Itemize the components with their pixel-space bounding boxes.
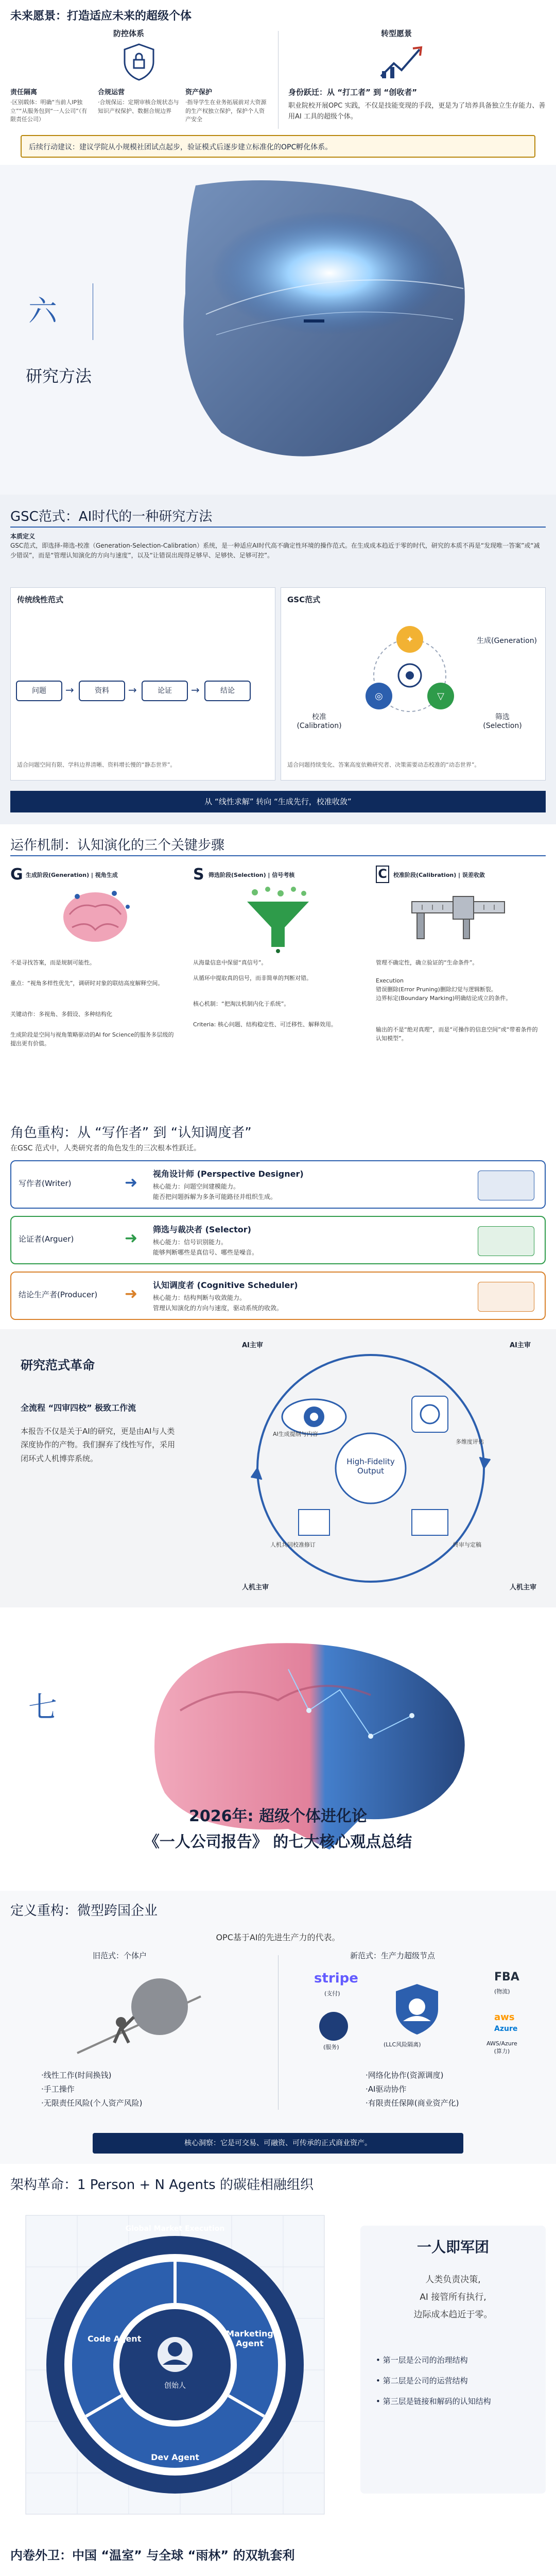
- role-card: [10, 1272, 546, 1320]
- s-title: 筛选阶段(Selection) | 信号考核: [208, 872, 295, 878]
- gsc-title: GSC范式：AI时代的一种研究方法: [10, 509, 213, 524]
- role-card: [10, 1160, 546, 1209]
- arrow-icon: →: [191, 684, 200, 696]
- svg-text:◎: ◎: [375, 691, 383, 702]
- arrow-icon: →: [128, 684, 137, 696]
- role-card: [10, 1216, 546, 1264]
- section-architecture: [0, 2164, 556, 2535]
- linear-note: 适合问题空间有限、学科边界清晰、资料增长慢的“静态世界”。: [17, 761, 176, 768]
- old-items: [41, 2069, 237, 2110]
- ring-agent-1: Code Agent: [88, 2334, 142, 2344]
- gsc-panel: [281, 587, 546, 781]
- chapter-title: 研究方法: [26, 366, 92, 386]
- llc-label: (LLC风险隔离): [384, 2041, 421, 2048]
- g-column: [10, 866, 180, 1103]
- quadrant-label-4: 人机主审: [510, 1584, 537, 1591]
- gsc-gen-label: 生成(Generation): [477, 637, 537, 645]
- s-text-2: 从循环中提取真的信号，而非简单的判断对错。: [193, 975, 312, 981]
- layer-2-text: 第二层是公司的运营结构: [383, 2376, 468, 2385]
- ring-agent-2: Marketing Agent: [226, 2329, 273, 2348]
- g-text-3: 关键动作：多视角、多假设、多种结构化: [10, 1011, 112, 1018]
- col-responsibility: [10, 87, 93, 124]
- defense-title: 防控体系: [113, 29, 145, 38]
- caliper-icon: [407, 886, 510, 948]
- role-new-title: 认知调度者 (Cognitive Scheduler): [153, 1280, 298, 1290]
- s-letter: S: [193, 866, 204, 884]
- action-text: 后续行动建议：建议学院从小规模社团试点起步，验证模式后逐步建立标准化的OPC孵化体系。: [29, 143, 333, 151]
- g-letter: G: [10, 866, 23, 884]
- new-paradigm: [288, 1950, 546, 2125]
- s-text-4: Criteria: 核心问题、结构稳定性、可迁移性、解释效用。: [193, 1021, 337, 1028]
- micro-title: 定义重构：微型跨国企业: [10, 1903, 158, 1919]
- chapter-seven-title-1: 2026年: 超级个体进化论: [189, 1807, 367, 1825]
- c-text-2: Execution 错误删除(Error Pruning)删除幻觉与逻辑断裂。 边界标定(Boundary Marking)明确结论成立的条件。: [376, 977, 512, 1002]
- ring-core-label: 创始人: [164, 2382, 186, 2390]
- micro-divider: [278, 1955, 279, 2110]
- quadrant-text-4: 终审与定稿: [453, 1541, 481, 1548]
- old-title: 旧范式：个体户: [93, 1951, 147, 1960]
- layer-3-text: 第三层是链接和解码的认知结构: [383, 2397, 491, 2406]
- chapter-numeral: 六: [28, 295, 57, 328]
- revolution-body: 本报告不仅是关于AI的研究，更是由AI与人类深度协作的产物。我们摒弃了线性写作，采用闭环式人机博弈系统。: [21, 1427, 176, 1463]
- roles-subtitle: 在GSC 范式中，人类研究者的角色发生的三次根本性跃迁。: [10, 1144, 201, 1153]
- g-text-4: 生成阶段是空间与视角策略驱动的AI for Science的服务多层级的提出更有价值。: [10, 1031, 174, 1047]
- micro-core-text: 核心洞察：它是可交易、可融资、可传承的正式商业资产。: [184, 2139, 372, 2147]
- linear-panel: [10, 587, 275, 781]
- c-column: [376, 866, 546, 1103]
- quadrant-label-1: AI主审: [242, 1342, 263, 1349]
- svg-text:▽: ▽: [437, 691, 444, 702]
- role-icon: [478, 1226, 534, 1256]
- gsc-banner: [10, 791, 546, 812]
- roles-title: 角色重构：从 “写作者” 到 “认知调度者”: [10, 1125, 252, 1141]
- action-callout: [21, 135, 535, 158]
- section-dual-track: [0, 2535, 556, 2576]
- section-title: 未来愿景：打造适应未来的超级个体: [10, 10, 192, 23]
- transform-heading: 身份跃迁：从 “打工者” 到 “创收者”: [288, 88, 418, 97]
- chapter-six-cover: [0, 165, 556, 495]
- fba-logo: FBA: [494, 1971, 519, 1984]
- role-new-title: 视角设计师 (Perspective Designer): [153, 1169, 304, 1179]
- section-micro-multinational: [0, 1891, 556, 2164]
- section-paradigm-revolution: [0, 1329, 556, 1607]
- col3-title: 资产保护: [185, 89, 213, 96]
- transform-text: 职业院校开展OPC 实践，不仅是技能变现的手段，更是为了培养具备独立生存能力、善用AI 工具的超级个体。: [288, 102, 546, 121]
- new-items: [366, 2069, 530, 2110]
- col-compliance: [98, 87, 180, 115]
- architecture-ring-diagram: [15, 2205, 335, 2524]
- arrow-icon: ➜: [125, 1229, 138, 1247]
- col-assets: [185, 87, 268, 124]
- col1-title: 责任隔离: [10, 89, 38, 96]
- mechanism-title: 运作机制：认知演化的三个关键步骤: [10, 838, 225, 853]
- side-line-1: 人类负责决策,: [425, 2275, 481, 2285]
- gsc-intro: GSC范式，即选择-筛选-校准（Generation-Selection-Calibration）系统，是一种适应AI时代高不确定性环境的操作范式。在生成成本趋近于零的时代，研究的本质不再是“发现唯一答案”或“减少错误”，而是“管理认知演化的方向与速度”，以及“让错误出现得足够早、足够快、足够可控”。: [10, 542, 540, 559]
- gsc-banner-text: 从 “线性求解” 转向 “生成先行，校准收敛”: [204, 797, 352, 806]
- gsc-cycle-diagram: [353, 619, 466, 732]
- compute-label: AWS/Azure (算力): [486, 2040, 517, 2055]
- section-gsc: [0, 495, 556, 824]
- mechanism-rule: [10, 855, 546, 856]
- dual-title: 内卷外卫：中国 “温室” 与全球 “雨林” 的双轨套利: [10, 2548, 295, 2563]
- ring-outer-label: Global Market Execution: [125, 2225, 225, 2233]
- layer-1: • 第一层是公司的治理结构: [376, 2355, 468, 2365]
- llc-shield-icon: [389, 1981, 445, 2038]
- growth-arrow-icon: [376, 40, 427, 81]
- col3-text: ·指导学生在业务拓展前对大资源的生产权独立保护，保护个人资产安全: [185, 99, 267, 123]
- transform-panel: [288, 26, 546, 131]
- new-item: ·AI驱动协作: [366, 2084, 407, 2094]
- chapter-seven-title-2: 《一人公司报告》 的七大核心观点总结: [144, 1833, 412, 1851]
- role-new-title: 筛选与裁决者 (Selector): [153, 1225, 251, 1234]
- old-item: ·手工操作: [41, 2084, 75, 2094]
- s-text-3: 核心机制：“把淘汰机制内化于系统”。: [193, 1001, 290, 1007]
- service-badge: [319, 2012, 348, 2041]
- role-old: 写作者(Writer): [19, 1179, 72, 1188]
- azure-logo: Azure: [494, 2025, 518, 2033]
- linear-step-1: 问题: [16, 681, 62, 701]
- revolution-lead: 全流程 “四审四校” 极致工作流: [21, 1403, 136, 1413]
- cycle-center-label: High-Fidelity Output: [346, 1457, 395, 1476]
- new-item: ·网络化协作(资源调度): [366, 2071, 444, 2080]
- arrow-icon: ➜: [125, 1285, 138, 1303]
- service-label: (服务): [323, 2044, 339, 2050]
- s-column: [193, 866, 363, 1103]
- c-letter: C: [376, 866, 389, 883]
- shield-icon: [118, 41, 160, 82]
- defense-panel: [10, 26, 268, 131]
- col2-text: ·合规保运：定期审核合规状态与知识产权保护、数据合规边界: [98, 99, 179, 114]
- brain-icon: [57, 886, 134, 948]
- linear-step-2: 资料: [79, 681, 125, 701]
- col2-title: 合规运营: [98, 89, 125, 96]
- g-title: 生成阶段(Generation) | 视角生成: [26, 872, 118, 878]
- linear-step-3: 论证: [142, 681, 188, 701]
- svg-text:✦: ✦: [406, 634, 414, 645]
- boulder-push-icon: [72, 1965, 206, 2058]
- linear-step-4: 结论: [204, 681, 251, 701]
- section-mechanism: [0, 824, 556, 1113]
- stripe-label: (支付): [324, 1990, 340, 1997]
- aws-logo: aws: [494, 2012, 515, 2023]
- micro-core-banner: [93, 2133, 463, 2154]
- side-line-3: 边际成本趋近于零。: [413, 2310, 493, 2320]
- new-item: ·有限责任保障(商业资产化): [366, 2098, 459, 2108]
- role-line-1: 核心能力：结构判断与收敛能力。: [153, 1294, 246, 1301]
- role-icon: [478, 1171, 534, 1200]
- arrow-icon: ➜: [125, 1174, 138, 1192]
- new-title: 新范式：生产力超级节点: [350, 1951, 436, 1960]
- chapter-seven-cover: [0, 1607, 556, 1891]
- quadrant-label-3: 人机主审: [242, 1584, 269, 1591]
- col1-text: ·区别载体：明确“当前人IP独立”“从服务包到“一人公司”（有限责任公司）: [10, 99, 88, 123]
- gsc-note: 适合问题持续变化、答案高度依赖研究者、决策需要动态校准的“动态世界”。: [287, 761, 480, 768]
- role-icon: [478, 1282, 534, 1312]
- role-line-1: 核心能力：信号识别能力。: [153, 1239, 228, 1246]
- cover-art: [0, 165, 556, 495]
- g-text-2: 重点：“视角多样性优先”，调研时对象的联结高度解释空间。: [10, 980, 164, 987]
- role-line-2: 能否把问题拆解为多条可能路径并组织生成。: [153, 1193, 277, 1200]
- role-old: 论证者(Arguer): [19, 1234, 74, 1244]
- side-line-2: AI 接管所有执行,: [420, 2292, 486, 2302]
- funnel-icon: [239, 886, 317, 953]
- section-future-vision: [0, 0, 556, 165]
- linear-title: 传统线性范式: [17, 595, 64, 604]
- gsc-title-rule: [10, 527, 546, 528]
- chapter-numeral: 七: [28, 1691, 57, 1724]
- role-line-1: 核心能力：问题空间建模能力。: [153, 1183, 240, 1190]
- role-old: 结论生产者(Producer): [19, 1290, 98, 1299]
- ring-agent-3: Dev Agent: [151, 2452, 199, 2462]
- quadrant-text-1: AI生成提纲与内容: [273, 1431, 318, 1437]
- c-text-1: 管理不确定性，确立验证的“生命条件”。: [376, 959, 478, 966]
- layer-2: • 第二层是公司的运营结构: [376, 2376, 468, 2385]
- gsc-intro-label: 本质定义: [10, 533, 36, 540]
- gsc-panel-title: GSC范式: [287, 595, 321, 604]
- role-line-2: 能够判断哪些是真信号、哪些是噪音。: [153, 1249, 258, 1256]
- g-text-1: 不是寻找答案，而是规制可能性。: [10, 959, 95, 966]
- quadrant-text-3: 人机共同校准修订: [270, 1541, 316, 1548]
- gsc-cal-label: 校准 (Calibration): [297, 713, 342, 730]
- old-item: ·线性工作(时间换钱): [41, 2071, 112, 2080]
- arrow-icon: →: [65, 684, 74, 696]
- arch-side-panel: [360, 2226, 546, 2494]
- micro-subtitle: OPC基于AI的先进生产力的代表。: [216, 1933, 340, 1942]
- roles-list: [10, 1160, 546, 1327]
- c-text-3: 输出的不是“绝对真理”，而是“可操作的信息空间”或“带着条件的认知模型”。: [376, 1026, 538, 1042]
- arch-title: 架构革命：1 Person + N Agents 的碳硅相融组织: [10, 2177, 314, 2193]
- s-text-1: 从海量信息中保留“真信号”。: [193, 959, 267, 966]
- section-roles: [0, 1113, 556, 1329]
- layer-1-text: 第一层是公司的治理结构: [383, 2355, 468, 2365]
- divider: [278, 31, 279, 129]
- c-title: 校准阶段(Calibration) | 误差收敛: [393, 872, 485, 878]
- revolution-title: 研究范式革命: [21, 1358, 95, 1372]
- quadrant-text-2: 多维度评估: [456, 1438, 484, 1445]
- layer-3: • 第三层是链接和解码的认知结构: [376, 2397, 491, 2406]
- old-paradigm: [10, 1950, 268, 2125]
- side-title: 一人即军团: [416, 2239, 489, 2256]
- old-item: ·无限责任风险(个人资产风险): [41, 2098, 143, 2108]
- quadrant-label-2: AI主审: [510, 1342, 531, 1349]
- fba-label: (物流): [494, 1988, 510, 1995]
- gsc-sel-label: 筛选 (Selection): [483, 713, 522, 730]
- role-line-2: 管理认知演化的方向与速度，驱动系统的收敛。: [153, 1304, 283, 1312]
- stripe-logo: stripe: [314, 1971, 358, 1986]
- transform-title: 转型愿景: [381, 29, 412, 38]
